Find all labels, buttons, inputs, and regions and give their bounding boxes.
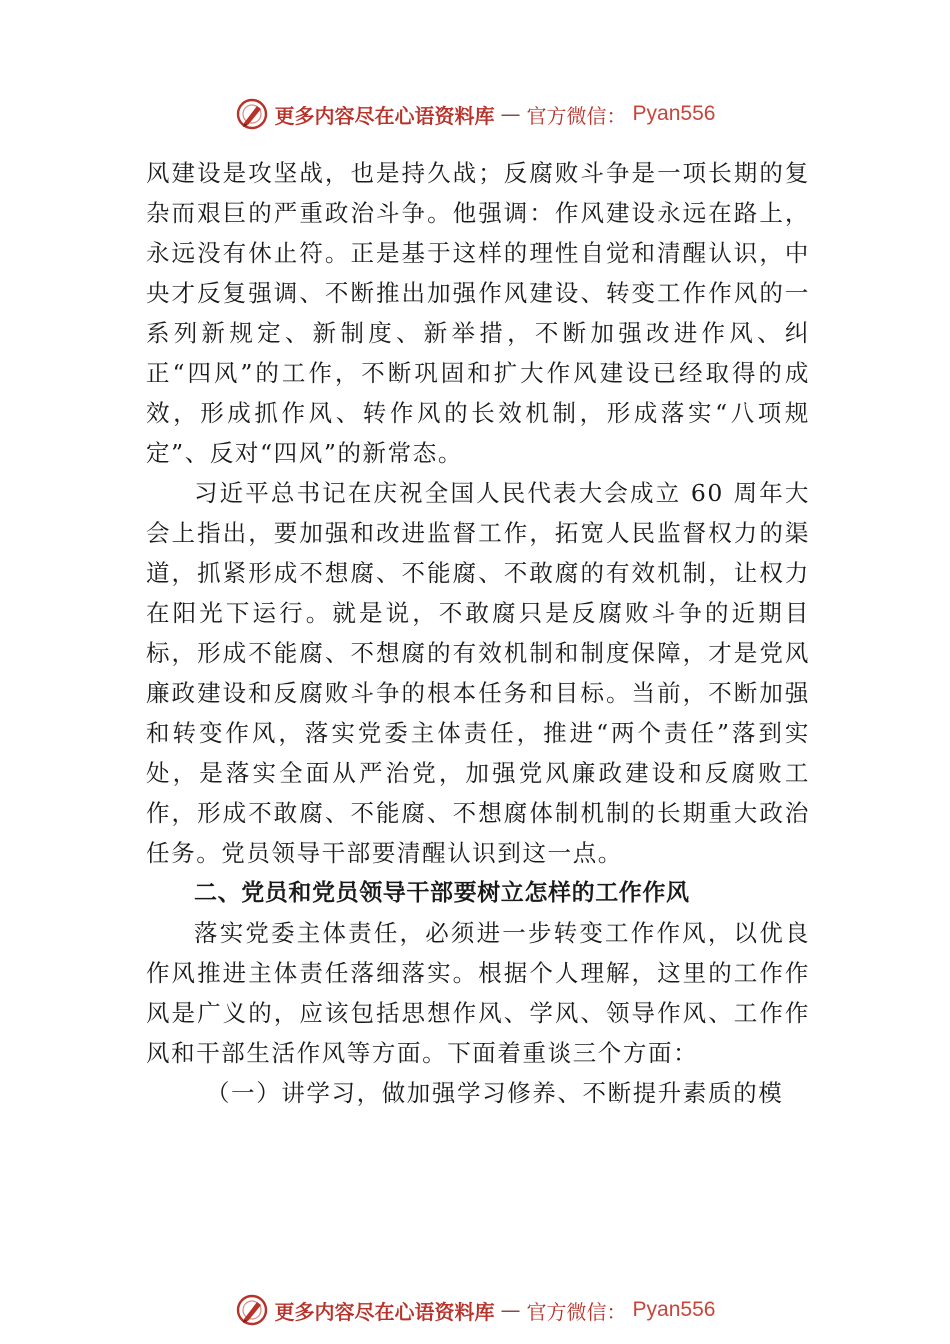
watermark-separator: —	[500, 102, 521, 126]
watermark-separator: —	[500, 1298, 521, 1322]
watermark-wechat-id: Pyan556	[632, 102, 716, 125]
watermark-brand: 更多内容尽在心语资料库	[274, 1299, 495, 1324]
pen-circle-logo-icon	[235, 97, 269, 131]
document-body	[146, 153, 810, 1113]
watermark-header	[0, 94, 950, 134]
paragraph-1: 风建设是攻坚战，也是持久战；反腐败斗争是一项长期的复杂而艰巨的严重政治斗争。他强调：作风建设永远在路上，永远没有休止符。正是基于这样的理性自觉和清醒认识，中央才反复强调、不断推出加强作风建设、转变工作作风的一系列新规定、新制度、新举措，不断加强改进作风、纠正“四风”的工作，不断巩固和扩大作风建设已经取得的成效，形成抓作风、转作风的长效机制，形成落实“八项规定”、反对“四风”的新常态。	[146, 159, 810, 467]
watermark-brand: 更多内容尽在心语资料库	[274, 103, 495, 128]
pen-circle-logo-icon	[235, 1293, 269, 1327]
paragraph-2: 习近平总书记在庆祝全国人民代表大会成立 60 周年大会上指出，要加强和改进监督工作，拓宽人民监督权力的渠道，抓紧形成不想腐、不能腐、不敢腐的有效机制，让权力在阳光下运行。就是说，不敢腐只是反腐败斗争的近期目标，形成不能腐、不想腐的有效机制和制度保障，才是党风廉政建设和反腐败斗争的根本任务和目标。当前，不断加强和转变作风，落实党委主体责任，推进“两个责任”落到实处，是落实全面从严治党，加强党风廉政建设和反腐败工作，形成不敢腐、不能腐、不想腐体制机制的长期重大政治任务。党员领导干部要清醒认识到这一点。	[146, 479, 810, 867]
watermark-footer	[0, 1290, 950, 1330]
section-heading: 二、党员和党员领导干部要树立怎样的工作作风	[194, 880, 690, 906]
watermark-wechat-id: Pyan556	[632, 1298, 716, 1321]
subsection-heading: （一）讲学习，做加强学习修养、不断提升素质的模	[206, 1079, 784, 1107]
paragraph-3: 落实党委主体责任，必须进一步转变工作作风，以优良作风推进主体责任落细落实。根据个人理解，这里的工作作风是广义的，应该包括思想作风、学风、领导作风、工作作风和干部生活作风等方面。下面着重谈三个方面：	[146, 919, 810, 1067]
watermark-label: 官方微信：	[526, 103, 627, 128]
watermark-label: 官方微信：	[526, 1299, 627, 1324]
